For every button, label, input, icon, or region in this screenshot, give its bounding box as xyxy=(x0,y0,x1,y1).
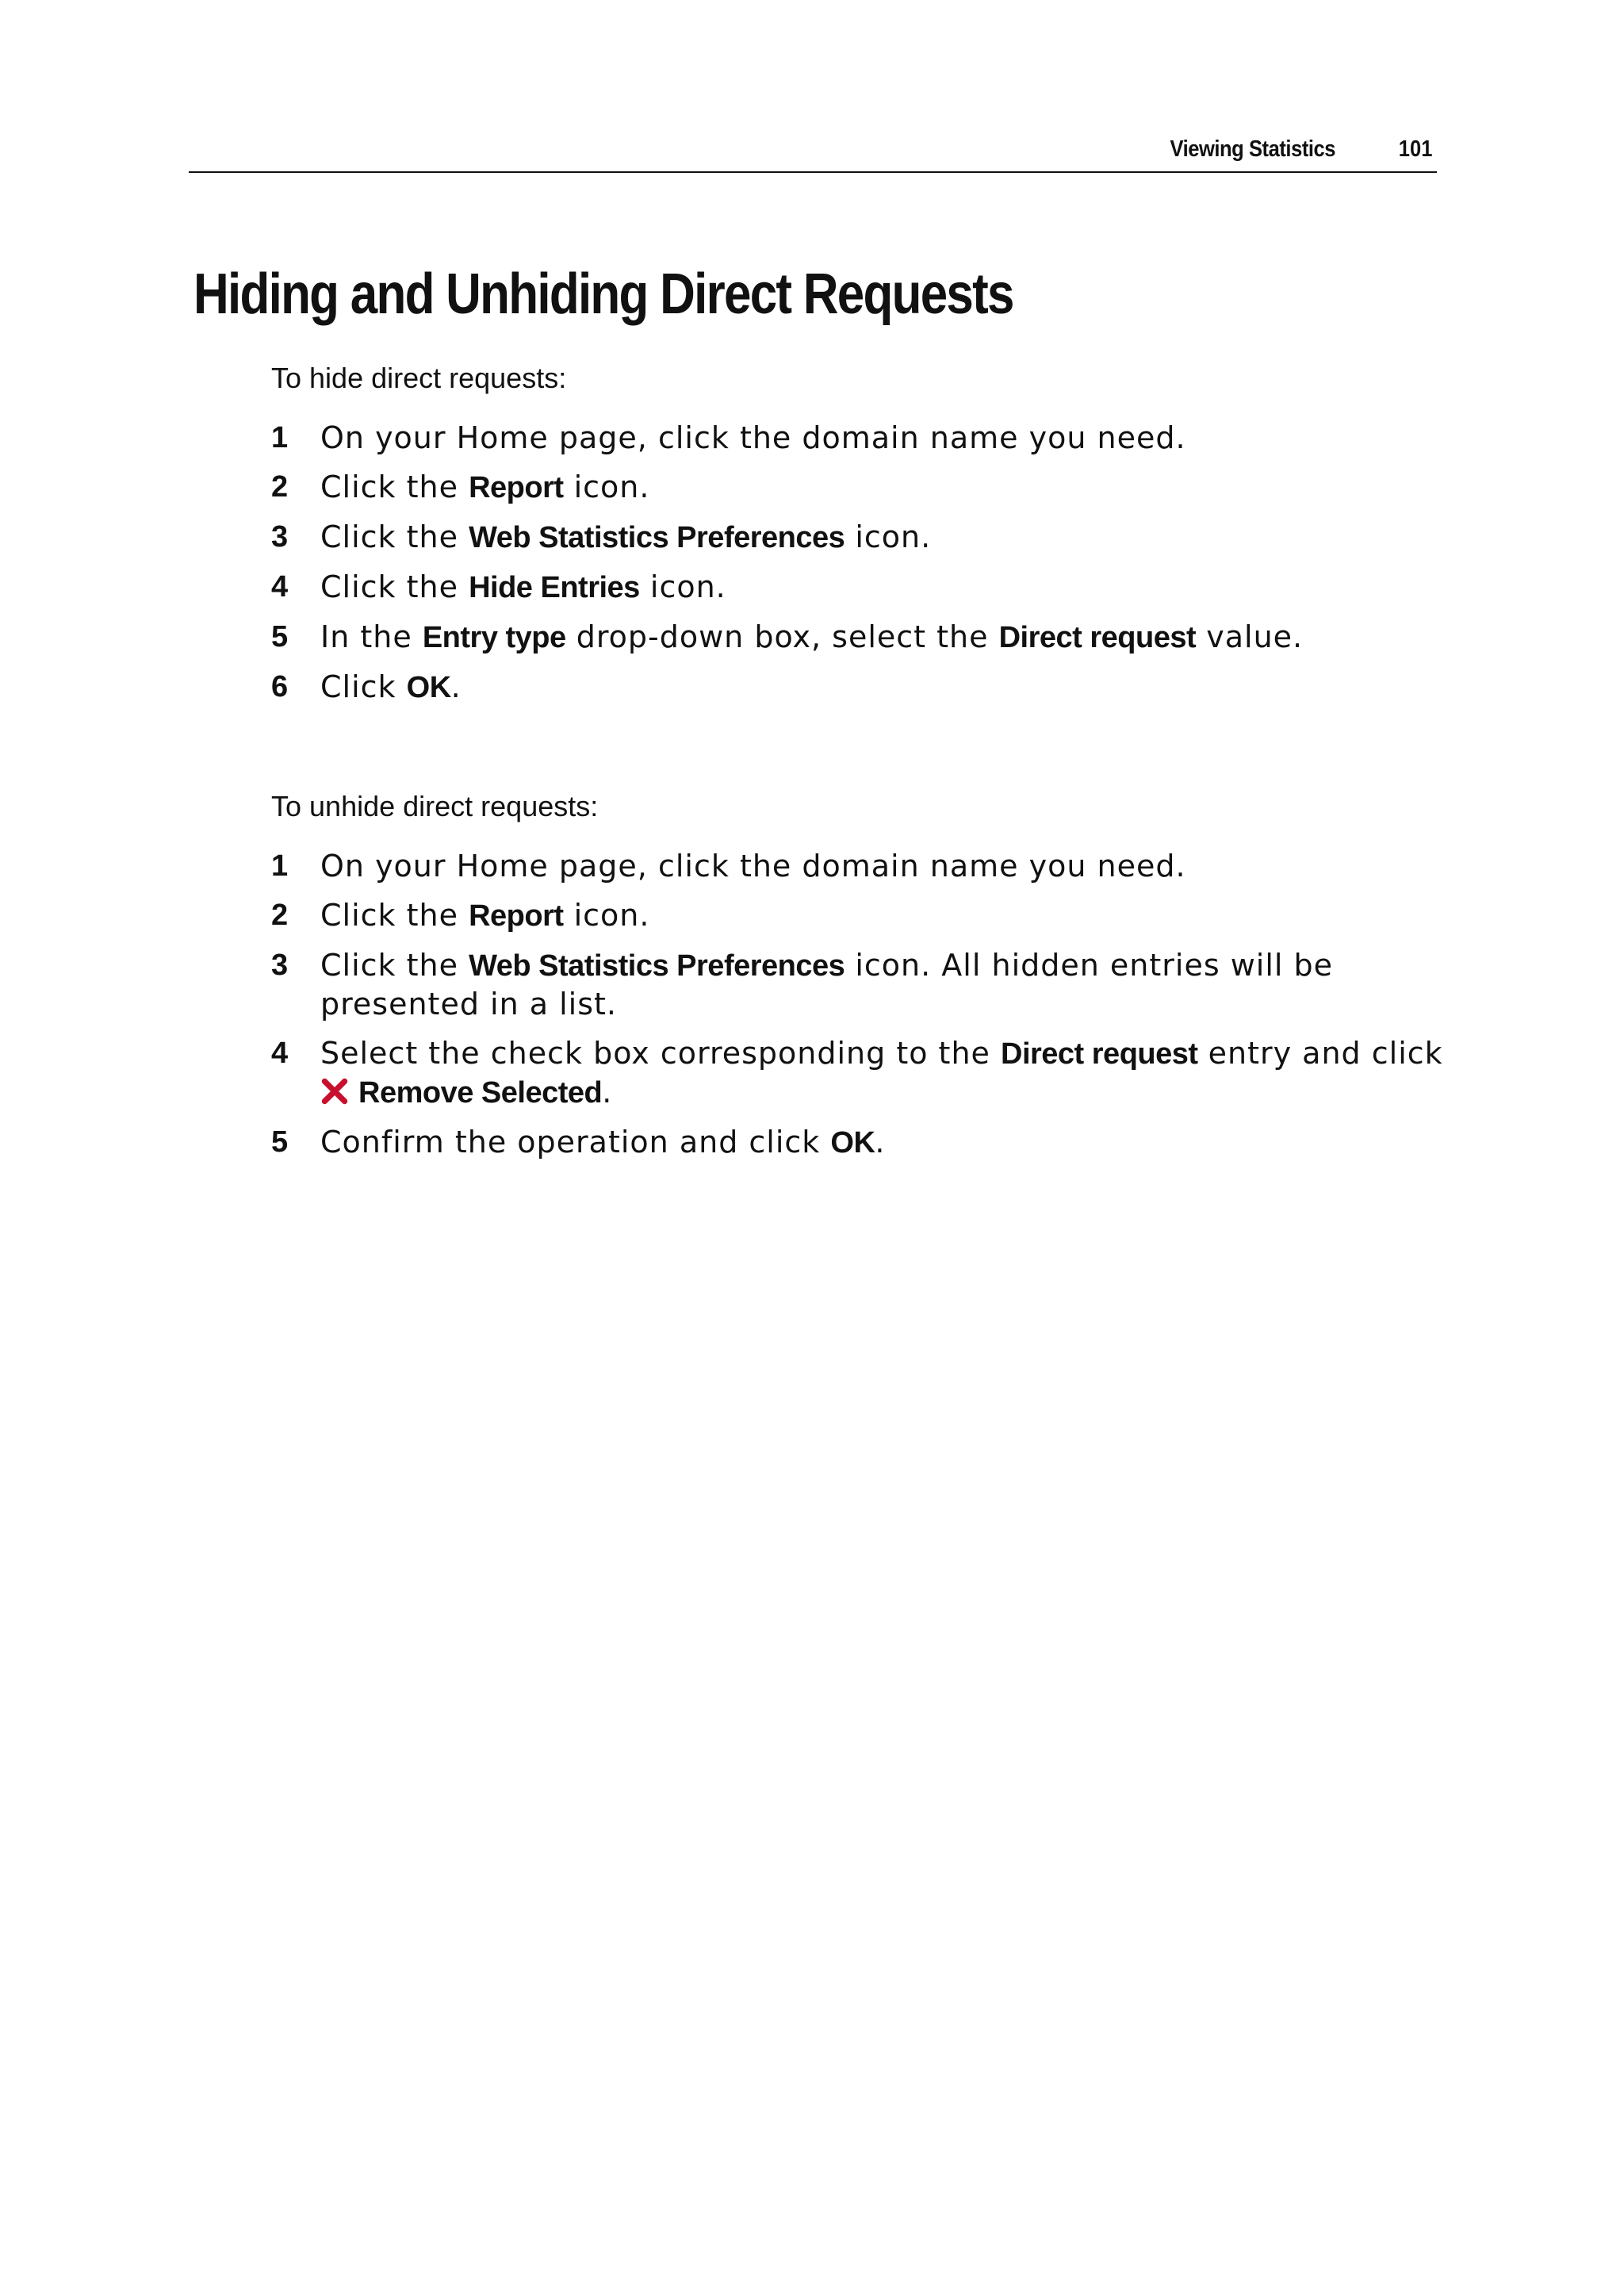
header-section-name: Viewing Statistics xyxy=(1170,136,1335,162)
step-number: 5 xyxy=(271,620,289,654)
step-text: In the xyxy=(320,619,423,654)
ui-term-direct-request: Direct request xyxy=(998,621,1197,654)
step-number: 1 xyxy=(271,849,289,883)
step-number: 2 xyxy=(271,470,289,504)
hide-steps-list xyxy=(271,419,1445,718)
step-text: Click the xyxy=(320,569,469,604)
ui-term-direct-request: Direct request xyxy=(1001,1037,1198,1071)
step-text: entry and click xyxy=(1197,1036,1443,1071)
step-text: Click xyxy=(320,669,407,704)
ui-term-ok: OK xyxy=(406,671,451,704)
step-text: Confirm the operation and click xyxy=(320,1125,831,1159)
step-text: icon. xyxy=(563,470,650,504)
step-text: . xyxy=(450,669,462,704)
ui-term-web-statistics-preferences: Web Statistics Preferences xyxy=(469,521,845,554)
running-header xyxy=(189,133,1437,173)
step-number: 2 xyxy=(271,899,289,932)
step-text: icon. xyxy=(563,898,650,933)
ui-term-entry-type: Entry type xyxy=(422,621,566,654)
unhide-step-3 xyxy=(271,946,1445,1023)
step-text: icon. All hidden entries will be presented in a list. xyxy=(320,948,1334,1022)
ui-term-hide-entries: Hide Entries xyxy=(469,571,640,604)
hide-step-1 xyxy=(271,419,1445,457)
step-text: Click the xyxy=(320,948,469,983)
ui-term-report: Report xyxy=(469,899,564,933)
unhide-step-5 xyxy=(271,1123,1445,1162)
step-text: drop-down box, select the xyxy=(565,619,999,654)
step-text: . xyxy=(602,1075,613,1110)
step-number: 6 xyxy=(271,670,289,703)
step-text: Click the xyxy=(320,898,469,933)
unhide-step-1 xyxy=(271,847,1445,885)
hide-step-2 xyxy=(271,468,1445,507)
unhide-step-2 xyxy=(271,896,1445,935)
unhide-steps-list xyxy=(271,847,1445,1173)
step-text: Click the xyxy=(320,519,469,554)
step-number: 3 xyxy=(271,949,289,982)
step-text: Select the check box corresponding to the xyxy=(320,1036,1001,1071)
step-number: 1 xyxy=(271,421,289,454)
step-text: On your Home page, click the domain name you need. xyxy=(320,849,1186,884)
hide-step-6 xyxy=(271,668,1445,707)
ui-term-report: Report xyxy=(469,471,564,504)
header-page-number: 101 xyxy=(1398,136,1432,162)
hide-step-4 xyxy=(271,568,1445,607)
ui-term-ok: OK xyxy=(830,1126,875,1159)
unhide-step-4 xyxy=(271,1034,1445,1112)
step-number: 4 xyxy=(271,1037,289,1070)
page-title: Hiding and Unhiding Direct Requests xyxy=(193,263,1013,326)
remove-x-icon xyxy=(320,1077,349,1106)
hide-intro: To hide direct requests: xyxy=(271,362,567,394)
step-text: icon. xyxy=(845,519,932,554)
unhide-intro: To unhide direct requests: xyxy=(271,790,599,822)
hide-step-3 xyxy=(271,518,1445,557)
hide-step-5 xyxy=(271,618,1445,657)
step-text: value. xyxy=(1196,619,1304,654)
step-text: icon. xyxy=(639,569,726,604)
ui-term-web-statistics-preferences: Web Statistics Preferences xyxy=(469,949,845,983)
step-number: 5 xyxy=(271,1125,289,1159)
ui-term-remove-selected: Remove Selected xyxy=(358,1076,603,1110)
step-text: Click the xyxy=(320,470,469,504)
step-number: 4 xyxy=(271,570,289,604)
step-text: On your Home page, click the domain name you need. xyxy=(320,420,1186,455)
step-text: . xyxy=(875,1125,886,1159)
step-number: 3 xyxy=(271,520,289,554)
